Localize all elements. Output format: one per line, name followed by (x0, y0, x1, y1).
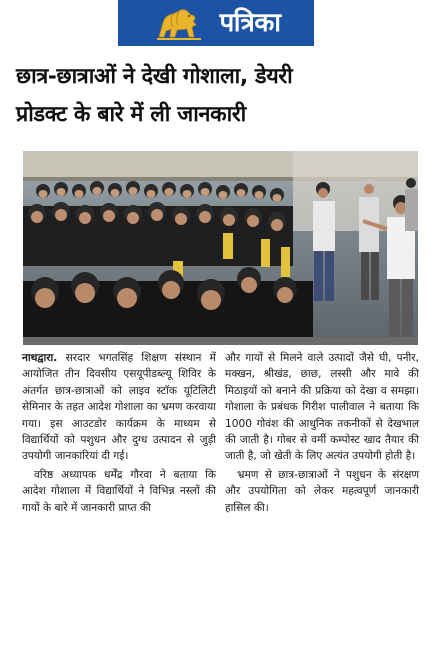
article-paragraph-1 (22, 350, 216, 465)
article-body (22, 350, 420, 650)
masthead-name: पत्रिका (219, 8, 281, 38)
headline-line-1: छात्र-छात्राओं ने देखी गोशाला, डेयरी (16, 64, 293, 89)
article-column-1 (22, 350, 216, 650)
article-paragraph-2: वरिष्ठ अध्यापक धर्मेंद्र गौरवा ने बताया कि आदेश गोशाला में विद्यार्थियों ने विभिन्न नस्लों की गायों के बारे में जानकारी प्राप्त की (22, 468, 216, 514)
dateline: नाथद्वारा. (22, 352, 58, 364)
students-at-goshala-photo (23, 151, 418, 345)
paragraph-1-text: सरदार भगतसिंह शिक्षण संस्थान में आयोजित तीन दिवसीय एसयूपीडब्ल्यू शिविर के अंतर्गत छात्र-छात्राओं को लाइव स्टॉक यूटिलिटी सेमिनार के तहत आदेश गोशाला का भ्रमण करवाया गया। इस आउटडोर कार्यक्रम के माध्यम से विद्यार्थियों को पशुधन और दुग्ध उत्पादन से जुड़ी उपयोगी जानकारियां दी गई। (22, 352, 216, 463)
photo-illustration (23, 151, 418, 345)
lion-emblem-icon (151, 3, 211, 43)
article-paragraph-4: भ्रमण से छात्र-छात्राओं ने पशुधन के संरक्षण और उपयोगिता को लेकर महत्वपूर्ण जानकारी हासिल की। (225, 468, 419, 514)
article-column-2 (225, 350, 419, 650)
article-paragraph-3: और गायों से मिलने वाले उत्पादों जैसे घी, पनीर, मक्खन, श्रीखंड, छाछ, लस्सी और मावे की मिठाइयों को बनाने की प्रक्रिया को देखा व समझा। गोशाला के प्रबंधक गिरीश पालीवाल ने बताया कि 1000 गोवंश की आधुनिक तकनीकों से देखभाल की जाती है। गोबर से वर्मी कम्पोस्ट खाद तैयार की जाती है, जो खेती के लिए अत्यंत उपयोगी होती है। (225, 352, 419, 463)
newspaper-masthead (118, 0, 314, 46)
headline (16, 58, 421, 134)
headline-line-2: प्रोडक्ट के बारे में ली जानकारी (16, 102, 246, 127)
